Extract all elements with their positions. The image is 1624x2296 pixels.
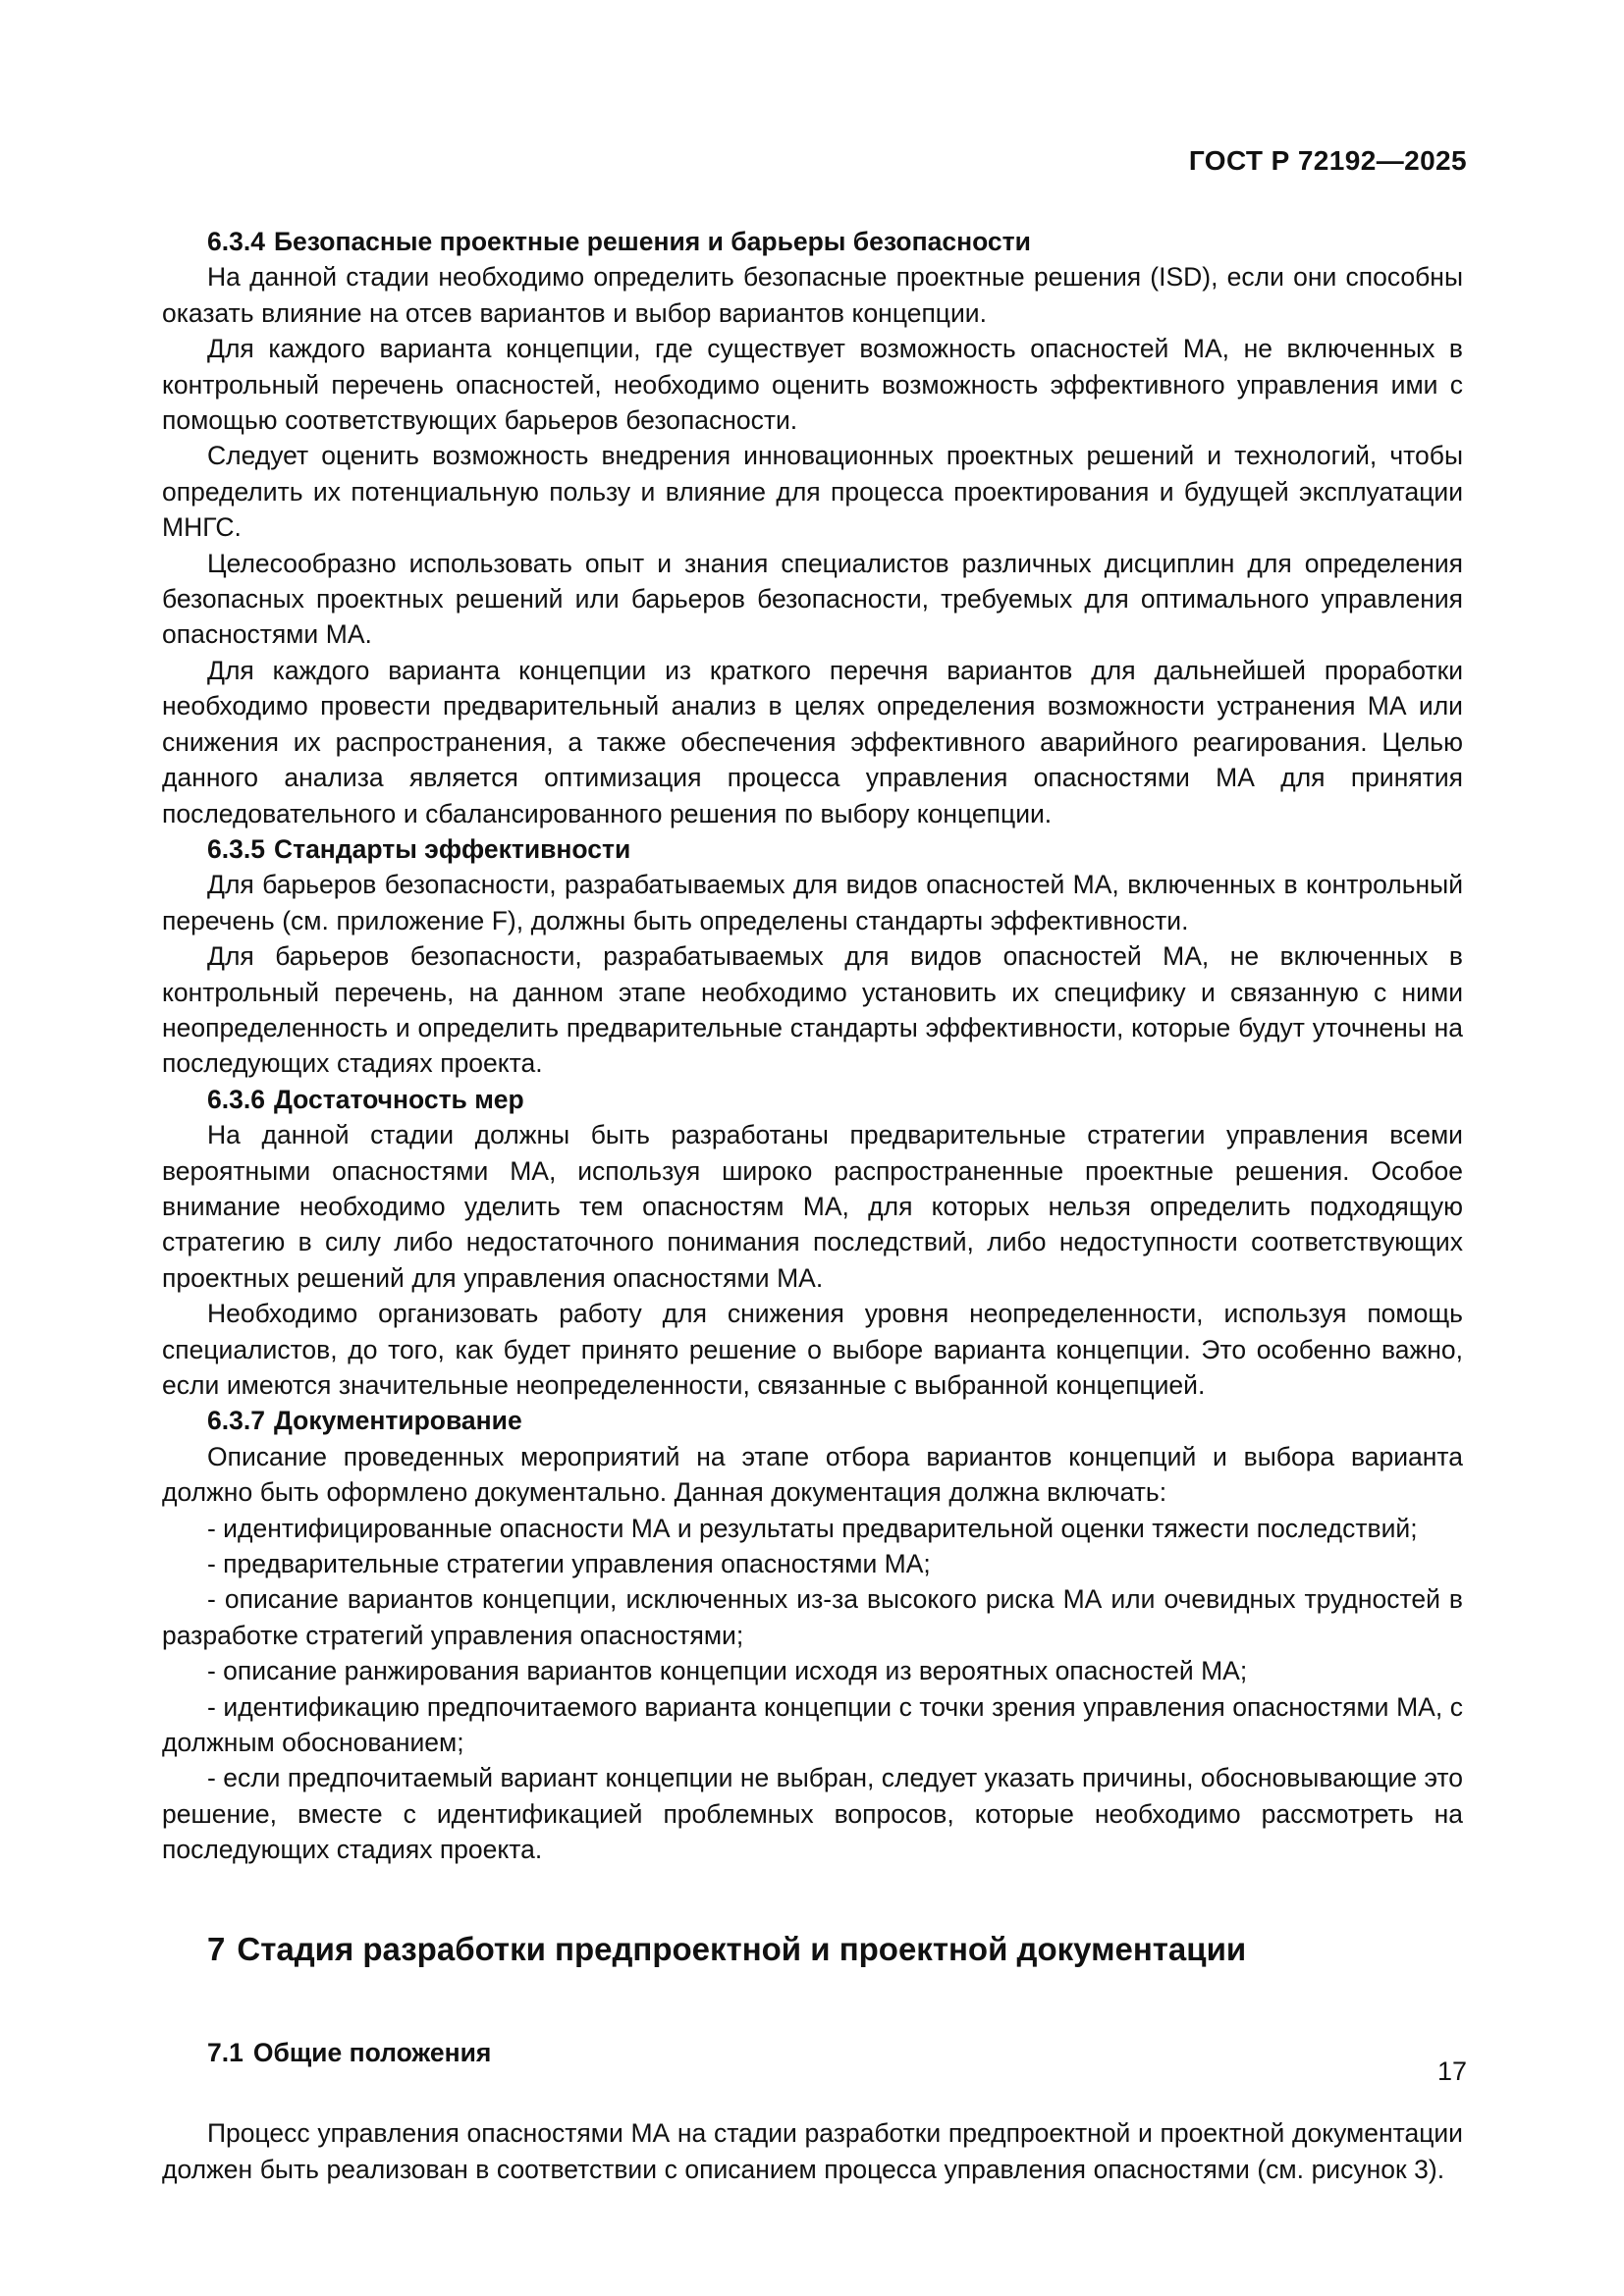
page-number-value: 17 (1436, 2056, 1467, 2086)
clause-title: Достаточность мер (273, 1084, 524, 1114)
clause-number: 6.3.6 (207, 1084, 265, 1114)
list-item: - идентифицированные опасности МА и результаты предварительной оценки тяжести последствий; (207, 1513, 1418, 1543)
clause-title: Стандарты эффективности (273, 833, 631, 864)
paragraph: Процесс управления опасностями МА на стадии разработки предпроектной и проектной документации должен быть реализован в соответствии с описанием процесса управления опасностями (см. рисунок 3). (162, 2118, 1463, 2184)
standard-designation: ГОСТ Р 72192—2025 (1188, 145, 1467, 176)
paragraph: Для каждого варианта концепции из краткого перечня вариантов для дальнейшей проработки необходимо провести предварительный анализ в целях определения возможности устранения МА или снижения их распространения, а также обеспечения эффективного аварийного реагирования. Целью данного анализа является оптимизация процесса управления опасностями МА для принятия последовательного и сбалансированного решения по выбору концепции. (162, 655, 1463, 828)
list-item: - описание ранжирования вариантов концепции исходя из вероятных опасностей МА; (207, 1656, 1248, 1686)
subsection-title-text: Общие положения (252, 2037, 492, 2067)
paragraph: Для барьеров безопасности, разрабатываемых для видов опасностей МА, не включенных в контрольный перечень, на данном этапе необходимо установить их специфику и связанную с ними неопределенность и определить предварительные стандарты эффективности, которые будут уточнены на последующих стадиях проекта. (162, 941, 1463, 1079)
list-item: - предварительные стратегии управления опасностями МА; (207, 1549, 931, 1579)
paragraph: Целесообразно использовать опыт и знания специалистов различных дисциплин для определения безопасных проектных решений или барьеров безопасности, требуемых для оптимального управления опасностями МА. (162, 548, 1463, 650)
paragraph: Следует оценить возможность внедрения инновационных проектных решений и технологий, чтобы определить их потенциальную пользу и влияние для процесса проектирования и будущей эксплуатации МНГС. (162, 441, 1463, 543)
paragraph: Для барьеров безопасности, разрабатываемых для видов опасностей МА, включенных в контрольный перечень (см. приложение F), должны быть определены стандарты эффективности. (162, 870, 1463, 935)
clause-number: 6.3.4 (207, 227, 265, 256)
section-title-text: Стадия разработки предпроектной и проектной документации (237, 1930, 1247, 1967)
list-item: - идентификацию предпочитаемого варианта концепции с точки зрения управления опасностями МА, с должным обоснованием; (162, 1691, 1463, 1758)
paragraph: Необходимо организовать работу для снижения уровня неопределенности, используя помощь специалистов, до того, как будет принято решение о выборе варианта концепции. Это особенно важно, если имеются значительные неопределенности, связанные с выбранной концепцией. (162, 1299, 1463, 1400)
clause-heading-6-3-5 (162, 831, 1463, 867)
page-content-column (162, 224, 1463, 2187)
clause-heading-6-3-7 (162, 1403, 1463, 1438)
paragraph: На данной стадии необходимо определить безопасные проектные решения (ISD), если они способны оказать влияние на отсев вариантов и выбор вариантов концепции. (162, 262, 1463, 328)
clause-title: Документирование (273, 1406, 522, 1436)
paragraph: Описание проведенных мероприятий на этапе отбора вариантов концепций и выбора варианта должно быть оформлено документально. Данная документация должна включать: (162, 1441, 1463, 1508)
section-number: 7 (207, 1930, 226, 1967)
paragraph: Для каждого варианта концепции, где существует возможность опасностей МА, не включенных в контрольный перечень опасностей, необходимо оценить возможность эффективного управления ими с помощью соответствующих барьеров безопасности. (162, 334, 1463, 436)
clause-number: 6.3.5 (207, 833, 265, 864)
list-item: - описание вариантов концепции, исключенных из-за высокого риска МА или очевидных трудностей в разработке стратегий управления опасностями; (162, 1584, 1463, 1650)
clause-title: Безопасные проектные решения и барьеры безопасности (273, 227, 1031, 256)
section-heading-7 (162, 1929, 1463, 1970)
clause-number: 6.3.7 (207, 1406, 265, 1436)
page-header (157, 145, 1467, 185)
page-number (157, 2056, 1467, 2087)
clause-heading-6-3-6 (162, 1082, 1463, 1117)
subsection-number: 7.1 (207, 2037, 244, 2067)
clause-heading-6-3-4 (162, 224, 1463, 259)
paragraph: На данной стадии должны быть разработаны предварительные стратегии управления всеми вероятными опасностями МА, используя широко распространенные проектные решения. Особое внимание необходимо уделить тем опасностям МА, для которых нельзя определить подходящую стратегию в силу либо недостаточного понимания последствий, либо недоступности соответствующих проектных решений для управления опасностями МА. (162, 1120, 1463, 1293)
list-item: - если предпочитаемый вариант концепции не выбран, следует указать причины, обосновывающие это решение, вместе с идентификацией проблемных вопросов, которые необходимо рассмотреть на последующих стадиях проекта. (162, 1763, 1463, 1865)
